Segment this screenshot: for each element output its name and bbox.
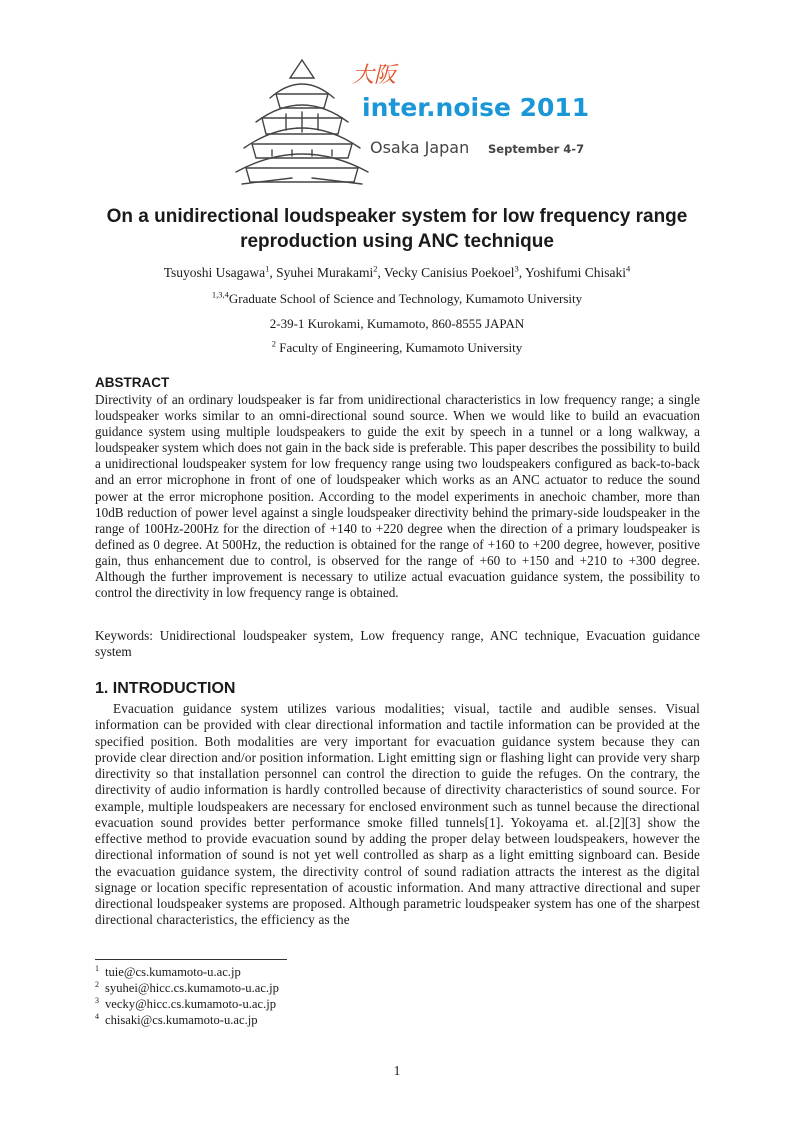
author-name: Syuhei Murakami [276,265,374,280]
logo-brand: inter.noise 2011 [362,93,590,122]
title-line-1: On a unidirectional loudspeaker system for low frequency range [106,206,688,227]
footnote-email: chisaki@cs.kumamoto-u.ac.jp [105,1013,258,1027]
footnote-1 [95,965,241,980]
introduction-body: Evacuation guidance system utilizes various modalities; visual, tactile and audible senses. Visual information can be provided with clear directional information and tactile information can be provided at the specified position. Both modalities are very important for evacuation guidance system because they can provide clear direction and/or position information. Light emitting sign or flashing light can provide very sharp directivity so that installation personnel can control the direction to guide the refuges. On the contrary, the directivity of audio information is hardly controlled because of directivity characteristics of sound source. For example, multiple loudspeakers are necessary for enclosed environment such as tunnel because the directional evacuation sound provides better performance smoke filled tunnels[1]. Yokoyama et. al.[2][3] show the effective method to provide evacuation sound by adding the proper delay between loudspeakers, however the directional information of sound is not yet well controlled as sharp as a light emitting signboard can. Beside the evacuation guidance system, the directivity control of sound radiation attracts the interest as the digital signage or location specific representation of acoustic information. And many attractive directional and super directional loudspeaker systems are proposed. Although parametric loudspeaker system has one of the sharpest directional characteristics, the efficiency as the [95,701,700,928]
footnote-mark: 4 [95,1011,99,1021]
footnote-mark: 1 [95,963,99,973]
author-name: Tsuyoshi Usagawa [163,265,266,280]
footnote-2 [95,981,279,996]
logo-kanji: 大阪 [352,63,397,88]
page-number: 1 [393,1063,401,1078]
footnote-mark: 3 [95,995,99,1005]
title-line-2: reproduction using ANC technique [240,231,554,252]
affiliation-mark: 2 [271,338,276,349]
abstract-heading: ABSTRACT [95,375,170,390]
footnote-divider [95,959,287,960]
author-name: Vecky Canisius Poekoel [384,265,515,280]
affiliation-2 [60,340,734,356]
author-list: Tsuyoshi Usagawa$^1$, Syuhei Murakami$^2$, Vecky Canisius Poekoel$^3$, Yoshifumi Chisaki$^4$ [163,263,631,280]
author-mark: 2 [373,263,378,274]
affiliation-address: 2-39-1 Kurokami, Kumamoto, 860-8555 JAPAN [269,316,525,331]
affiliation-mark: 1,3,4 [211,289,229,300]
footnote-email: tuie@cs.kumamoto-u.ac.jp [105,965,241,979]
paper-title [60,204,734,254]
footnote-3 [95,997,276,1012]
affiliation-text: Graduate School of Science and Technology, Kumamoto University [228,291,583,306]
conference-logo [222,50,592,190]
author-name: Yoshifumi Chisaki [525,265,627,280]
section-heading-introduction: 1. INTRODUCTION [95,680,236,697]
footnote-mark: 2 [95,979,99,989]
abstract-body: Directivity of an ordinary loudspeaker is far from unidirectional characteristics in low frequency range; a single loudspeaker works similar to an omni-directional sound source. When we would like to build an evacuation guidance system using multiple loudspeakers to guide the exit by speech in a tunnel or a long walkway, a loudspeaker system which does not gain in the back side is preferable. This paper describes the possibility to build a unidirectional loudspeaker system for low frequency range using two loudspeakers configured as back-to-back and an error microphone in front of one of loudspeaker which works as an ANC actuator to reduce the sound power at the error microphone position. According to the model experiments in anechoic chamber, more than 10dB reduction of power level against a single loudspeaker directivity behind the primary-side loudspeaker in the range of 100Hz-200Hz for the direction of +140 to +220 degree when the direction of a primary loudspeaker is defined as 0 degree. At 500Hz, the reduction is obtained for the range of +160 to +200 degree, however, positive gain, thus enhancement due to control, is observed for the range of +60 to +150 and +210 to +300 degree. Although the further improvement is necessary to utilize actual evacuation guidance system, the possibility to control the directivity in low frequency range is obtained. [95,392,700,601]
author-mark: 4 [626,263,631,274]
osaka-castle-icon [236,60,368,184]
affiliation-1 [60,291,734,307]
keywords: Keywords: Unidirectional loudspeaker system, Low frequency range, ANC technique, Evacuation guidance system [95,628,700,660]
footnote-email: vecky@hicc.cs.kumamoto-u.ac.jp [105,997,277,1011]
footnote-4 [95,1013,258,1028]
author-mark: 3 [514,263,519,274]
logo-dates: September 4-7 [488,142,585,156]
footnote-email: syuhei@hicc.cs.kumamoto-u.ac.jp [105,981,279,995]
logo-location: Osaka Japan [370,138,470,157]
author-mark: 1 [265,263,270,274]
affiliation-text: Faculty of Engineering, Kumamoto University [276,340,523,355]
